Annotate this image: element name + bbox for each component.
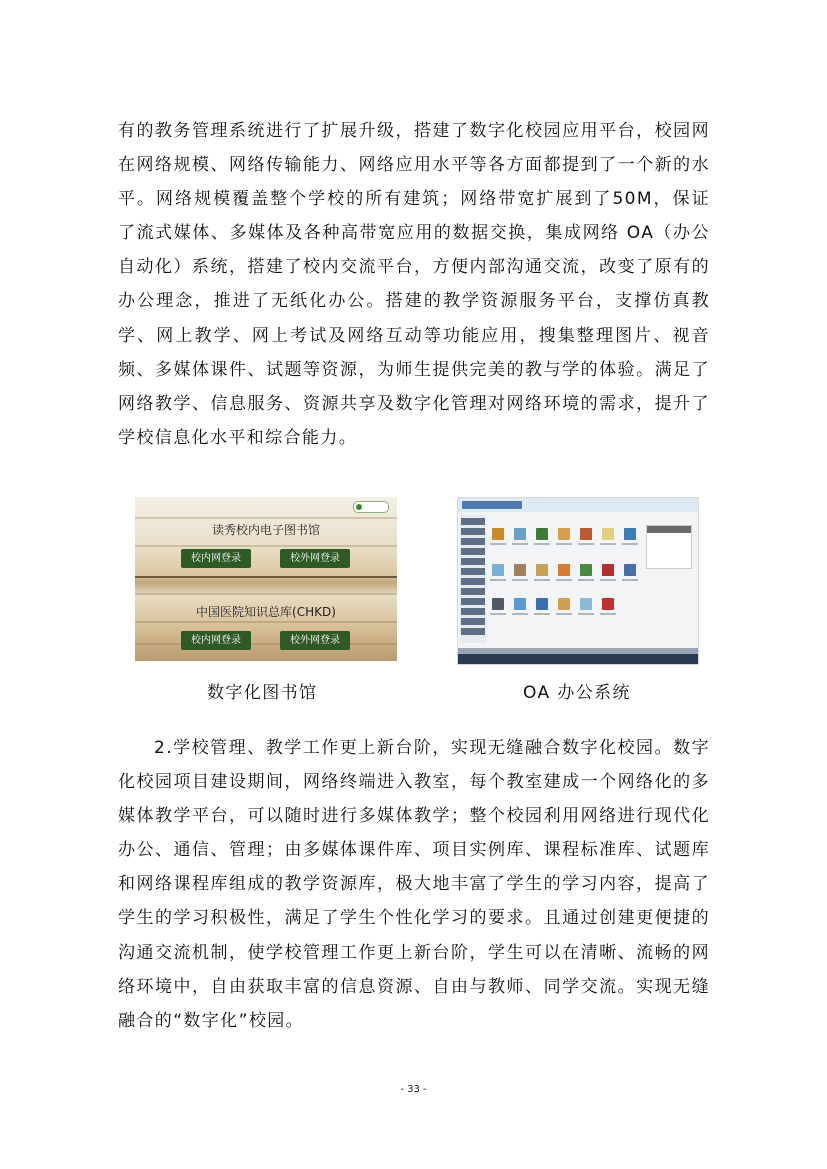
inner-login-button-1[interactable]: 校内网登录 [181,549,251,568]
outer-login-button-2[interactable]: 校外网登录 [280,631,350,650]
library-logo [353,501,389,513]
library-title-2: 中国医院知识总库(CHKD) [196,605,336,619]
oa-system-screenshot [457,497,699,665]
digital-library-image [135,497,397,661]
inner-login-button-2[interactable]: 校内网登录 [181,631,251,650]
page-number: - 33 - [400,1084,427,1095]
caption-oa-system: OA 办公系统 [523,683,631,703]
body-paragraph-2: 2.学校管理、教学工作更上新台阶，实现无缝融合数字化校园。数字化校园项目建设期间，网络终端进入教室，每个教室建成一个网络化的多媒体教学平台，可以随时进行多媒体教学；整个校园利用网络进行现代化办公、通信、管理；由多媒体课件库、项目实例库、课程标准库、试题库和网络课程库组成的教学资源库，极大地丰富了学生的学习内容，提高了学生的学习积极性，满足了学生个性化学习的要求。且通过创建更便捷的沟通交流机制，使学校管理工作更上新台阶，学生可以在清晰、流畅的网络环境中，自由获取丰富的信息资源、自由与教师、同学交流。实现无缝融合的“数字化”校园。 [118,738,710,1031]
body-paragraph-1: 有的教务管理系统进行了扩展升级，搭建了数字化校园应用平台，校园网在网络规模、网络传输能力、网络应用水平等各方面都提到了一个新的水平。网络规模覆盖整个学校的所有建筑；网络带宽扩展到了50M，保证了流式媒体、多媒体及各种高带宽应用的数据交换，集成网络 OA（办公自动化）系统，搭建了校内交流平台，方便内部沟通交流，改变了原有的办公理念，推进了无纸化办公。搭建的教学资源服务平台，支撑仿真教学、网上教学、网上考试及网络互动等功能应用，搜集整理图片、视音频、多媒体课件、试题等资源，为师生提供完美的教与学的体验。满足了网络教学、信息服务、资源共享及数字化管理对网络环境的需求，提升了学校信息化水平和综合能力。 [118,121,710,448]
caption-digital-library: 数字化图书馆 [207,683,318,703]
outer-login-button-1[interactable]: 校外网登录 [280,549,350,568]
library-title-1: 读秀校内电子图书馆 [211,523,320,537]
